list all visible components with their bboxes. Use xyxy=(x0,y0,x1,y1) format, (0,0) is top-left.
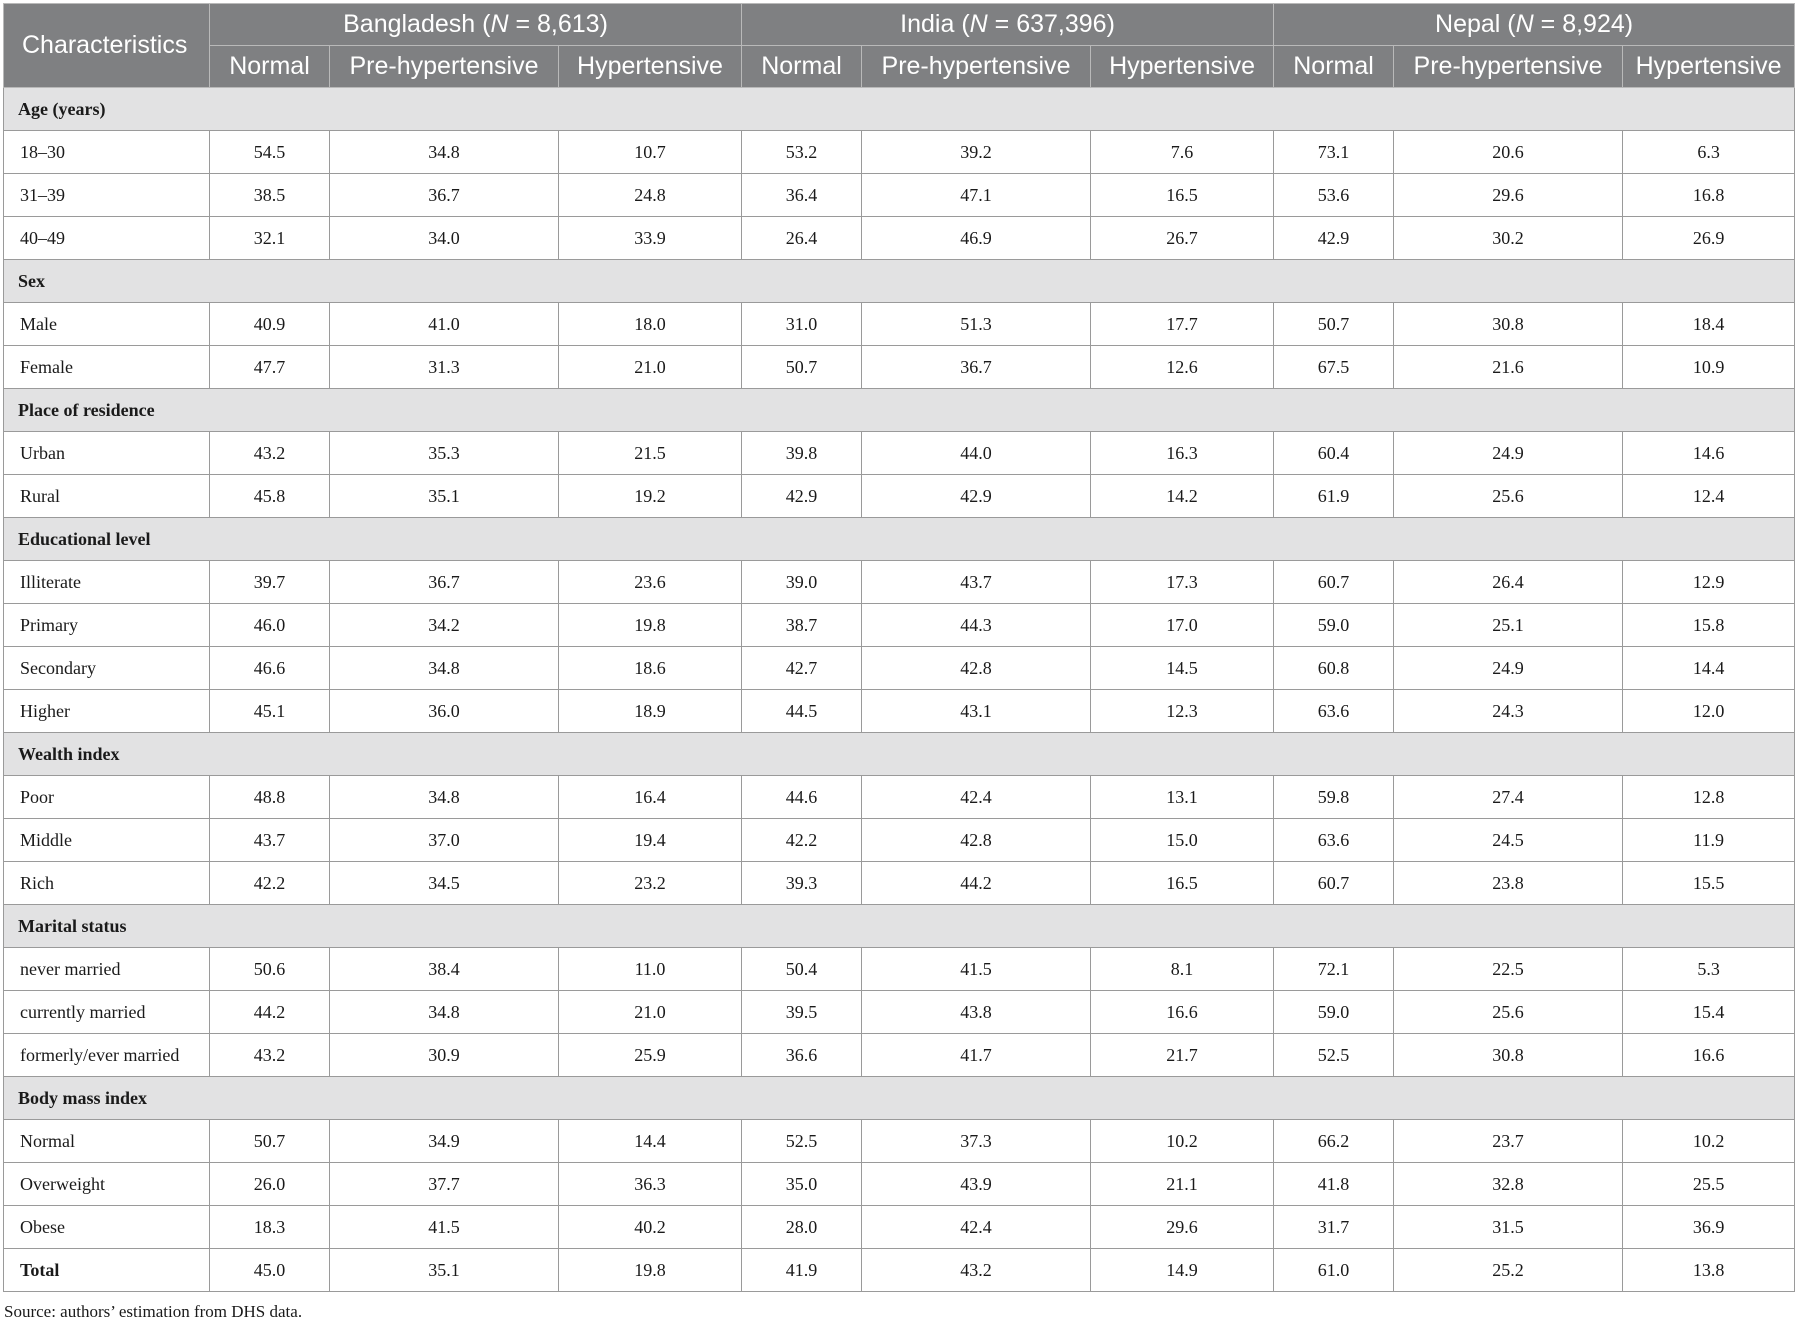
value-cell: 43.2 xyxy=(210,432,330,475)
subheader-pre-hypertensive: Pre-hypertensive xyxy=(1394,46,1623,88)
value-cell: 50.4 xyxy=(742,948,862,991)
row-label: Primary xyxy=(4,604,210,647)
value-cell: 25.1 xyxy=(1394,604,1623,647)
value-cell: 25.6 xyxy=(1394,991,1623,1034)
value-cell: 23.6 xyxy=(559,561,742,604)
value-cell: 46.0 xyxy=(210,604,330,647)
value-cell: 47.1 xyxy=(862,174,1091,217)
value-cell: 26.4 xyxy=(1394,561,1623,604)
value-cell: 11.9 xyxy=(1623,819,1795,862)
value-cell: 14.9 xyxy=(1091,1249,1274,1292)
value-cell: 10.7 xyxy=(559,131,742,174)
value-cell: 25.9 xyxy=(559,1034,742,1077)
value-cell: 53.2 xyxy=(742,131,862,174)
value-cell: 21.7 xyxy=(1091,1034,1274,1077)
value-cell: 42.9 xyxy=(862,475,1091,518)
value-cell: 43.9 xyxy=(862,1163,1091,1206)
value-cell: 18.6 xyxy=(559,647,742,690)
value-cell: 50.6 xyxy=(210,948,330,991)
value-cell: 35.0 xyxy=(742,1163,862,1206)
hypertension-table xyxy=(3,3,1795,1292)
section-header-row xyxy=(4,733,1795,776)
value-cell: 46.9 xyxy=(862,217,1091,260)
value-cell: 26.9 xyxy=(1623,217,1795,260)
value-cell: 60.4 xyxy=(1274,432,1394,475)
table-row xyxy=(4,346,1795,389)
value-cell: 35.1 xyxy=(330,475,559,518)
value-cell: 63.6 xyxy=(1274,690,1394,733)
value-cell: 19.2 xyxy=(559,475,742,518)
table-row xyxy=(4,303,1795,346)
value-cell: 43.2 xyxy=(862,1249,1091,1292)
row-label: Higher xyxy=(4,690,210,733)
value-cell: 36.0 xyxy=(330,690,559,733)
subheader-pre-hypertensive: Pre-hypertensive xyxy=(862,46,1091,88)
value-cell: 36.3 xyxy=(559,1163,742,1206)
section-title: Wealth index xyxy=(4,733,1795,776)
value-cell: 39.5 xyxy=(742,991,862,1034)
table-row xyxy=(4,174,1795,217)
table-row xyxy=(4,131,1795,174)
header-country-bangladesh: Bangladesh (N = 8,613) xyxy=(210,4,742,46)
row-label: Rural xyxy=(4,475,210,518)
value-cell: 42.7 xyxy=(742,647,862,690)
subheader-normal: Normal xyxy=(742,46,862,88)
country-name: Nepal xyxy=(1435,10,1501,38)
value-cell: 45.0 xyxy=(210,1249,330,1292)
value-cell: 16.4 xyxy=(559,776,742,819)
value-cell: 11.0 xyxy=(559,948,742,991)
table-row xyxy=(4,819,1795,862)
value-cell: 66.2 xyxy=(1274,1120,1394,1163)
subheader-hypertensive: Hypertensive xyxy=(1091,46,1274,88)
value-cell: 50.7 xyxy=(210,1120,330,1163)
value-cell: 34.2 xyxy=(330,604,559,647)
value-cell: 73.1 xyxy=(1274,131,1394,174)
value-cell: 29.6 xyxy=(1091,1206,1274,1249)
subheader-pre-hypertensive: Pre-hypertensive xyxy=(330,46,559,88)
row-label: Poor xyxy=(4,776,210,819)
row-label: Illiterate xyxy=(4,561,210,604)
value-cell: 48.8 xyxy=(210,776,330,819)
value-cell: 53.6 xyxy=(1274,174,1394,217)
value-cell: 36.7 xyxy=(330,174,559,217)
value-cell: 41.9 xyxy=(742,1249,862,1292)
table-row xyxy=(4,690,1795,733)
table-row xyxy=(4,1206,1795,1249)
table-row xyxy=(4,604,1795,647)
value-cell: 16.6 xyxy=(1091,991,1274,1034)
value-cell: 24.5 xyxy=(1394,819,1623,862)
value-cell: 6.3 xyxy=(1623,131,1795,174)
value-cell: 59.0 xyxy=(1274,604,1394,647)
value-cell: 25.2 xyxy=(1394,1249,1623,1292)
section-header-row xyxy=(4,88,1795,131)
value-cell: 35.1 xyxy=(330,1249,559,1292)
value-cell: 21.0 xyxy=(559,991,742,1034)
value-cell: 15.4 xyxy=(1623,991,1795,1034)
value-cell: 15.8 xyxy=(1623,604,1795,647)
value-cell: 17.3 xyxy=(1091,561,1274,604)
table-row xyxy=(4,561,1795,604)
value-cell: 39.2 xyxy=(862,131,1091,174)
table-row xyxy=(4,948,1795,991)
value-cell: 21.1 xyxy=(1091,1163,1274,1206)
value-cell: 7.6 xyxy=(1091,131,1274,174)
n-label: N xyxy=(1515,10,1534,38)
source-note: Source: authors’ estimation from DHS data. xyxy=(4,1302,303,1321)
table-row xyxy=(4,217,1795,260)
value-cell: 37.3 xyxy=(862,1120,1091,1163)
value-cell: 36.9 xyxy=(1623,1206,1795,1249)
row-label: Secondary xyxy=(4,647,210,690)
value-cell: 30.2 xyxy=(1394,217,1623,260)
value-cell: 41.8 xyxy=(1274,1163,1394,1206)
value-cell: 12.8 xyxy=(1623,776,1795,819)
value-cell: 31.7 xyxy=(1274,1206,1394,1249)
value-cell: 16.5 xyxy=(1091,862,1274,905)
value-cell: 18.4 xyxy=(1623,303,1795,346)
value-cell: 44.3 xyxy=(862,604,1091,647)
value-cell: 42.4 xyxy=(862,776,1091,819)
section-title: Sex xyxy=(4,260,1795,303)
row-label: never married xyxy=(4,948,210,991)
value-cell: 72.1 xyxy=(1274,948,1394,991)
value-cell: 17.7 xyxy=(1091,303,1274,346)
value-cell: 31.5 xyxy=(1394,1206,1623,1249)
value-cell: 14.5 xyxy=(1091,647,1274,690)
value-cell: 22.5 xyxy=(1394,948,1623,991)
value-cell: 38.7 xyxy=(742,604,862,647)
value-cell: 26.7 xyxy=(1091,217,1274,260)
subheader-normal: Normal xyxy=(1274,46,1394,88)
value-cell: 10.9 xyxy=(1623,346,1795,389)
value-cell: 36.7 xyxy=(862,346,1091,389)
value-cell: 25.6 xyxy=(1394,475,1623,518)
value-cell: 44.0 xyxy=(862,432,1091,475)
value-cell: 34.8 xyxy=(330,991,559,1034)
value-cell: 34.8 xyxy=(330,131,559,174)
value-cell: 12.0 xyxy=(1623,690,1795,733)
value-cell: 60.7 xyxy=(1274,862,1394,905)
value-cell: 21.6 xyxy=(1394,346,1623,389)
value-cell: 38.4 xyxy=(330,948,559,991)
value-cell: 14.4 xyxy=(559,1120,742,1163)
value-cell: 19.8 xyxy=(559,604,742,647)
value-cell: 37.0 xyxy=(330,819,559,862)
section-header-row xyxy=(4,260,1795,303)
value-cell: 39.3 xyxy=(742,862,862,905)
value-cell: 41.7 xyxy=(862,1034,1091,1077)
value-cell: 42.9 xyxy=(742,475,862,518)
value-cell: 21.0 xyxy=(559,346,742,389)
section-header-row xyxy=(4,518,1795,561)
section-header-row xyxy=(4,389,1795,432)
subheader-normal: Normal xyxy=(210,46,330,88)
value-cell: 24.3 xyxy=(1394,690,1623,733)
value-cell: 45.8 xyxy=(210,475,330,518)
value-cell: 34.9 xyxy=(330,1120,559,1163)
value-cell: 30.8 xyxy=(1394,1034,1623,1077)
value-cell: 16.3 xyxy=(1091,432,1274,475)
value-cell: 42.2 xyxy=(742,819,862,862)
header-country-india: India (N = 637,396) xyxy=(742,4,1274,46)
value-cell: 18.3 xyxy=(210,1206,330,1249)
section-header-row xyxy=(4,905,1795,948)
value-cell: 32.8 xyxy=(1394,1163,1623,1206)
value-cell: 30.9 xyxy=(330,1034,559,1077)
value-cell: 14.6 xyxy=(1623,432,1795,475)
value-cell: 21.5 xyxy=(559,432,742,475)
value-cell: 23.8 xyxy=(1394,862,1623,905)
total-row xyxy=(4,1249,1795,1292)
value-cell: 59.0 xyxy=(1274,991,1394,1034)
value-cell: 16.5 xyxy=(1091,174,1274,217)
value-cell: 12.6 xyxy=(1091,346,1274,389)
value-cell: 16.8 xyxy=(1623,174,1795,217)
value-cell: 43.8 xyxy=(862,991,1091,1034)
table-row xyxy=(4,991,1795,1034)
value-cell: 32.1 xyxy=(210,217,330,260)
subheader-hypertensive: Hypertensive xyxy=(1623,46,1795,88)
value-cell: 37.7 xyxy=(330,1163,559,1206)
n-value: = 637,396) xyxy=(987,10,1115,38)
value-cell: 23.7 xyxy=(1394,1120,1623,1163)
value-cell: 34.8 xyxy=(330,776,559,819)
value-cell: 24.9 xyxy=(1394,432,1623,475)
country-name: Bangladesh xyxy=(343,10,476,38)
value-cell: 34.8 xyxy=(330,647,559,690)
value-cell: 29.6 xyxy=(1394,174,1623,217)
header-country-nepal: Nepal (N = 8,924) xyxy=(1274,4,1795,46)
value-cell: 46.6 xyxy=(210,647,330,690)
value-cell: 40.9 xyxy=(210,303,330,346)
value-cell: 51.3 xyxy=(862,303,1091,346)
value-cell: 47.7 xyxy=(210,346,330,389)
value-cell: 43.7 xyxy=(862,561,1091,604)
value-cell: 60.8 xyxy=(1274,647,1394,690)
value-cell: 10.2 xyxy=(1623,1120,1795,1163)
row-label: Overweight xyxy=(4,1163,210,1206)
table-row xyxy=(4,776,1795,819)
value-cell: 36.4 xyxy=(742,174,862,217)
value-cell: 42.2 xyxy=(210,862,330,905)
value-cell: 14.2 xyxy=(1091,475,1274,518)
value-cell: 35.3 xyxy=(330,432,559,475)
table-row xyxy=(4,1034,1795,1077)
section-title: Marital status xyxy=(4,905,1795,948)
value-cell: 19.8 xyxy=(559,1249,742,1292)
value-cell: 10.2 xyxy=(1091,1120,1274,1163)
row-label: Rich xyxy=(4,862,210,905)
value-cell: 44.2 xyxy=(210,991,330,1034)
table-header xyxy=(4,4,1795,88)
value-cell: 18.9 xyxy=(559,690,742,733)
value-cell: 28.0 xyxy=(742,1206,862,1249)
header-row-categories xyxy=(4,46,1795,88)
value-cell: 19.4 xyxy=(559,819,742,862)
value-cell: 45.1 xyxy=(210,690,330,733)
row-label: formerly/ever married xyxy=(4,1034,210,1077)
value-cell: 42.4 xyxy=(862,1206,1091,1249)
value-cell: 42.9 xyxy=(1274,217,1394,260)
value-cell: 34.5 xyxy=(330,862,559,905)
value-cell: 31.0 xyxy=(742,303,862,346)
subheader-hypertensive: Hypertensive xyxy=(559,46,742,88)
value-cell: 39.0 xyxy=(742,561,862,604)
value-cell: 12.4 xyxy=(1623,475,1795,518)
n-label: N xyxy=(969,10,988,38)
row-label: Normal xyxy=(4,1120,210,1163)
row-label: Female xyxy=(4,346,210,389)
value-cell: 43.7 xyxy=(210,819,330,862)
value-cell: 20.6 xyxy=(1394,131,1623,174)
table-container xyxy=(3,3,1795,1292)
value-cell: 43.2 xyxy=(210,1034,330,1077)
value-cell: 50.7 xyxy=(1274,303,1394,346)
value-cell: 41.0 xyxy=(330,303,559,346)
value-cell: 63.6 xyxy=(1274,819,1394,862)
n-value: = 8,613) xyxy=(508,10,608,38)
section-title: Age (years) xyxy=(4,88,1795,131)
value-cell: 13.1 xyxy=(1091,776,1274,819)
value-cell: 18.0 xyxy=(559,303,742,346)
value-cell: 33.9 xyxy=(559,217,742,260)
value-cell: 42.8 xyxy=(862,647,1091,690)
value-cell: 43.1 xyxy=(862,690,1091,733)
value-cell: 59.8 xyxy=(1274,776,1394,819)
row-label: currently married xyxy=(4,991,210,1034)
value-cell: 52.5 xyxy=(742,1120,862,1163)
value-cell: 26.4 xyxy=(742,217,862,260)
value-cell: 39.8 xyxy=(742,432,862,475)
value-cell: 23.2 xyxy=(559,862,742,905)
row-label: Middle xyxy=(4,819,210,862)
section-title: Educational level xyxy=(4,518,1795,561)
section-header-row xyxy=(4,1077,1795,1120)
value-cell: 50.7 xyxy=(742,346,862,389)
value-cell: 40.2 xyxy=(559,1206,742,1249)
table-row xyxy=(4,647,1795,690)
table-row xyxy=(4,475,1795,518)
row-label: Male xyxy=(4,303,210,346)
value-cell: 12.3 xyxy=(1091,690,1274,733)
section-title: Body mass index xyxy=(4,1077,1795,1120)
table-row xyxy=(4,862,1795,905)
value-cell: 16.6 xyxy=(1623,1034,1795,1077)
value-cell: 60.7 xyxy=(1274,561,1394,604)
value-cell: 42.8 xyxy=(862,819,1091,862)
row-label: 40–49 xyxy=(4,217,210,260)
row-label: 18–30 xyxy=(4,131,210,174)
value-cell: 34.0 xyxy=(330,217,559,260)
row-label: Obese xyxy=(4,1206,210,1249)
value-cell: 54.5 xyxy=(210,131,330,174)
table-body xyxy=(4,88,1795,1292)
value-cell: 30.8 xyxy=(1394,303,1623,346)
header-characteristics: Characteristics xyxy=(4,4,210,88)
row-label: 31–39 xyxy=(4,174,210,217)
value-cell: 44.6 xyxy=(742,776,862,819)
value-cell: 31.3 xyxy=(330,346,559,389)
value-cell: 25.5 xyxy=(1623,1163,1795,1206)
value-cell: 15.5 xyxy=(1623,862,1795,905)
row-label: Urban xyxy=(4,432,210,475)
n-value: = 8,924) xyxy=(1533,10,1634,38)
table-row xyxy=(4,432,1795,475)
value-cell: 15.0 xyxy=(1091,819,1274,862)
table-row xyxy=(4,1163,1795,1206)
row-label: Total xyxy=(4,1249,210,1292)
value-cell: 26.0 xyxy=(210,1163,330,1206)
value-cell: 61.9 xyxy=(1274,475,1394,518)
n-label: N xyxy=(490,10,509,38)
value-cell: 36.7 xyxy=(330,561,559,604)
value-cell: 24.9 xyxy=(1394,647,1623,690)
value-cell: 36.6 xyxy=(742,1034,862,1077)
section-title: Place of residence xyxy=(4,389,1795,432)
value-cell: 14.4 xyxy=(1623,647,1795,690)
value-cell: 61.0 xyxy=(1274,1249,1394,1292)
value-cell: 8.1 xyxy=(1091,948,1274,991)
value-cell: 41.5 xyxy=(862,948,1091,991)
value-cell: 24.8 xyxy=(559,174,742,217)
value-cell: 44.5 xyxy=(742,690,862,733)
value-cell: 44.2 xyxy=(862,862,1091,905)
value-cell: 67.5 xyxy=(1274,346,1394,389)
value-cell: 38.5 xyxy=(210,174,330,217)
value-cell: 12.9 xyxy=(1623,561,1795,604)
value-cell: 17.0 xyxy=(1091,604,1274,647)
value-cell: 41.5 xyxy=(330,1206,559,1249)
country-name: India xyxy=(900,10,955,38)
value-cell: 27.4 xyxy=(1394,776,1623,819)
value-cell: 52.5 xyxy=(1274,1034,1394,1077)
header-row-countries xyxy=(4,4,1795,46)
value-cell: 39.7 xyxy=(210,561,330,604)
table-row xyxy=(4,1120,1795,1163)
value-cell: 13.8 xyxy=(1623,1249,1795,1292)
value-cell: 5.3 xyxy=(1623,948,1795,991)
